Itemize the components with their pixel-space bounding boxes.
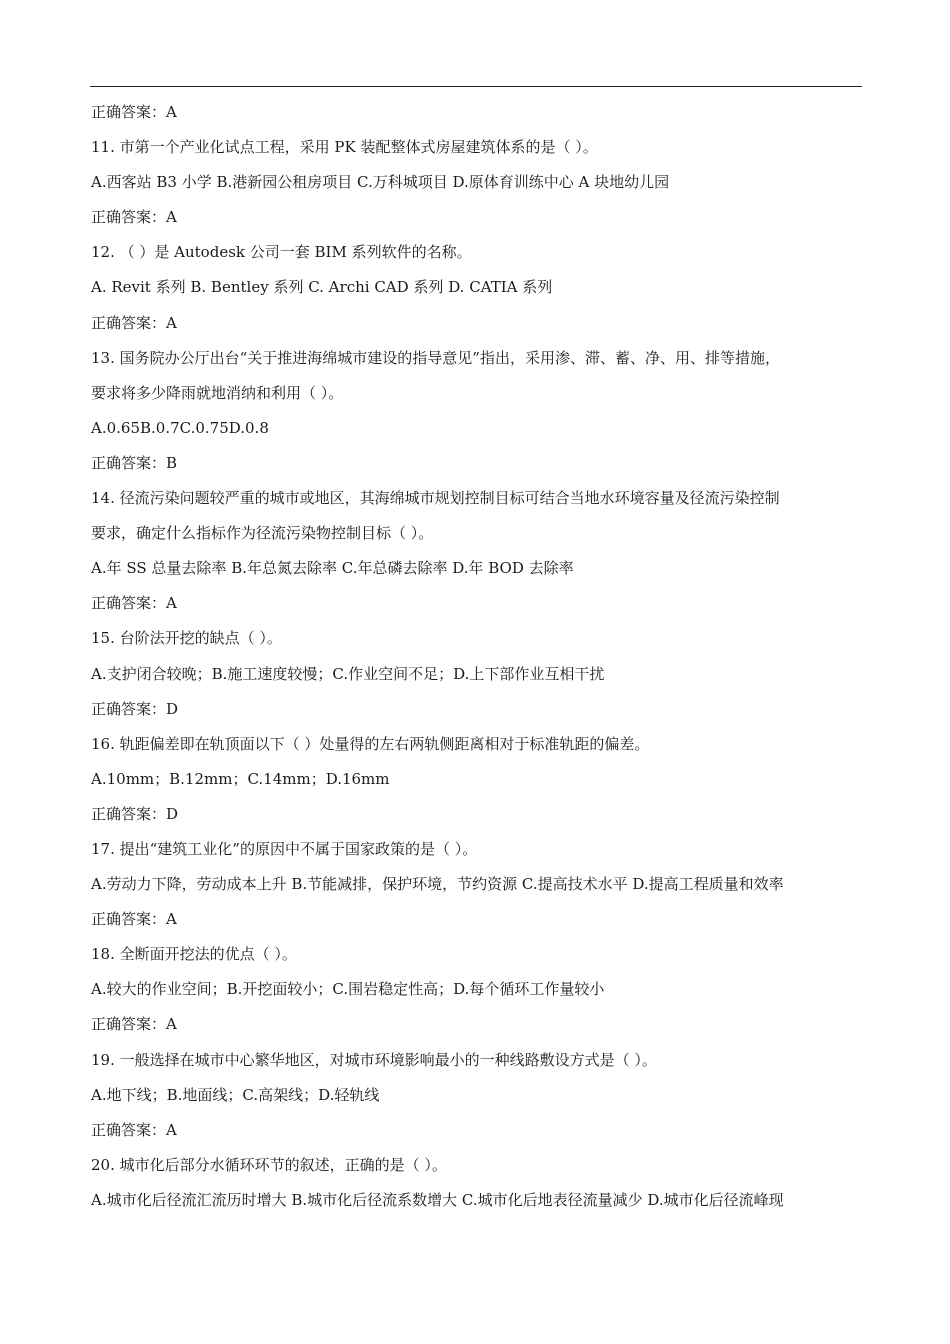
question-16: 16. 轨距偏差即在轨顶面以下（ ）处量得的左右两轨侧距离相对于标准轨距的偏差。 bbox=[91, 734, 650, 753]
answer-line: 正确答案：A bbox=[91, 103, 177, 121]
options-13: A.0.65B.0.7C.0.75D.0.8 bbox=[91, 418, 269, 437]
header-rule bbox=[90, 86, 862, 87]
question-20: 20. 城市化后部分水循环环节的叙述，正确的是（ ）。 bbox=[91, 1155, 447, 1174]
question-14-cont: 要求，确定什么指标作为径流污染物控制目标（ ）。 bbox=[91, 524, 434, 543]
options-19: A.地下线；B.地面线；C.高架线；D.轻轨线 bbox=[91, 1085, 380, 1104]
question-11: 11. 市第一个产业化试点工程，采用 PK 装配整体式房屋建筑体系的是（ ）。 bbox=[91, 138, 598, 157]
options-17: A.劳动力下降，劳动成本上升 B.节能减排，保护环境，节约资源 C.提高技术水平 D.提高工程质量和效率 bbox=[91, 875, 784, 894]
question-17: 17. 提出“建筑工业化”的原因中不属于国家政策的是（ ）。 bbox=[91, 839, 478, 858]
options-12: A. Revit 系列 B. Bentley 系列 C. Archi CAD 系列 D. CATIA 系列 bbox=[91, 278, 553, 297]
answer-11: 正确答案：A bbox=[91, 208, 177, 227]
question-19: 19. 一般选择在城市中心繁华地区，对城市环境影响最小的一种线路敷设方式是（ ）。 bbox=[91, 1050, 657, 1069]
question-13-cont: 要求将多少降雨就地消纳和利用（ ）。 bbox=[91, 383, 344, 402]
answer-16: 正确答案：D bbox=[91, 804, 179, 823]
question-14: 14. 径流污染问题较严重的城市或地区，其海绵城市规划控制目标可结合当地水环境容量及径流污染控制 bbox=[91, 489, 780, 508]
answer-12: 正确答案：A bbox=[91, 313, 177, 332]
question-15: 15. 台阶法开挖的缺点（ ）。 bbox=[91, 629, 282, 648]
options-16: A.10mm；B.12mm；C.14mm；D.16mm bbox=[91, 769, 390, 788]
answer-14: 正确答案：A bbox=[91, 594, 177, 613]
question-13: 13. 国务院办公厅出台“关于推进海绵城市建设的指导意见”指出，采用渗、滞、蓄、净、用、排等措施， bbox=[91, 348, 780, 367]
options-15: A.支护闭合较晚；B.施工速度较慢；C.作业空间不足；D.上下部作业互相干扰 bbox=[91, 664, 605, 683]
options-11: A.西客站 B3 小学 B.港新园公租房项目 C.万科城项目 D.原体育训练中心 A 块地幼儿园 bbox=[91, 173, 670, 192]
answer-17: 正确答案：A bbox=[91, 910, 177, 929]
options-14: A.年 SS 总量去除率 B.年总氮去除率 C.年总磷去除率 D.年 BOD 去除率 bbox=[91, 559, 574, 578]
answer-19: 正确答案：A bbox=[91, 1120, 177, 1139]
answer-15: 正确答案：D bbox=[91, 699, 179, 718]
document-body bbox=[91, 95, 866, 1218]
options-20: A.城市化后径流汇流历时增大 B.城市化后径流系数增大 C.城市化后地表径流量减少 D.城市化后径流峰现 bbox=[91, 1190, 784, 1209]
question-18: 18. 全断面开挖法的优点（ ）。 bbox=[91, 945, 297, 964]
answer-13: 正确答案：B bbox=[91, 453, 178, 472]
answer-18: 正确答案：A bbox=[91, 1015, 177, 1034]
options-18: A.较大的作业空间；B.开挖面较小；C.围岩稳定性高；D.每个循环工作量较小 bbox=[91, 980, 605, 999]
question-12: 12. （ ）是 Autodesk 公司一套 BIM 系列软件的名称。 bbox=[91, 243, 472, 262]
